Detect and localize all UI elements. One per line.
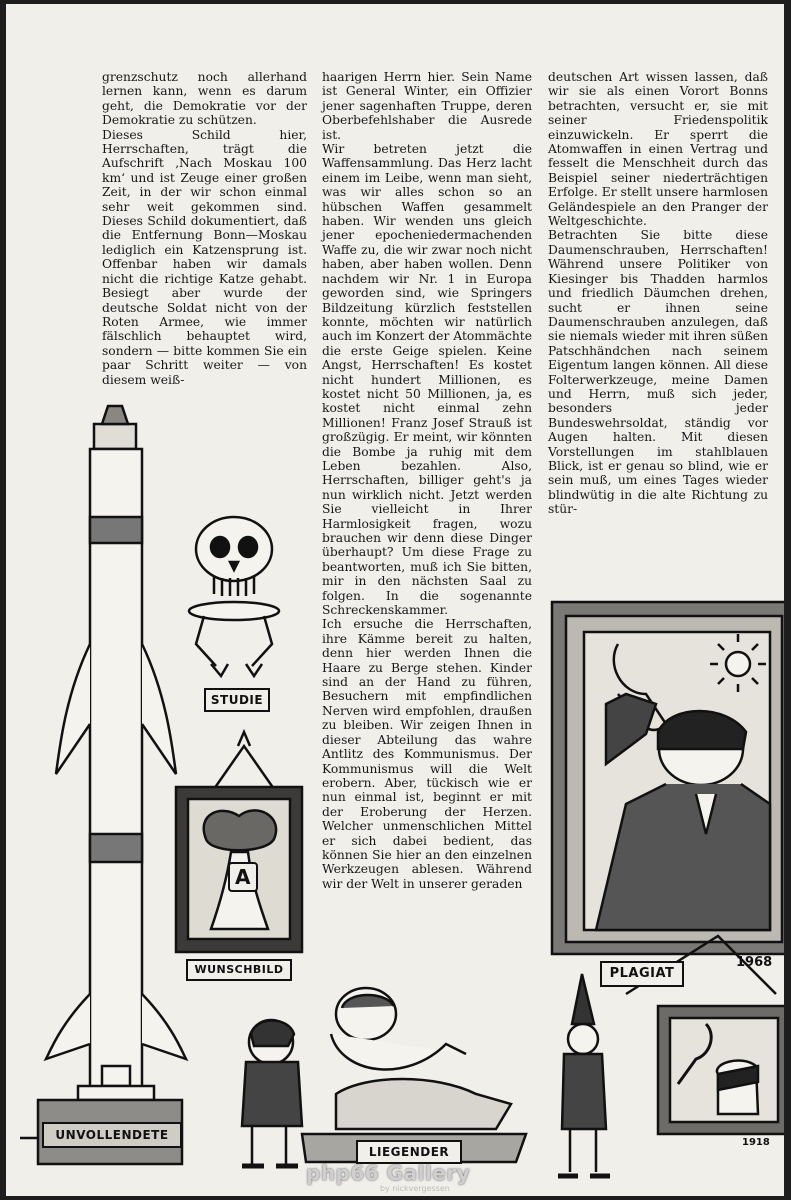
label-plagiat: PLAGIAT: [600, 961, 684, 987]
watermark-main: php66 Gallery: [306, 1161, 471, 1185]
rocket-drawing: [46, 406, 186, 1100]
skull-drawing: [189, 517, 279, 676]
wunschbild-frame: [176, 732, 302, 952]
reclining-figure: [302, 988, 526, 1162]
col2-paragraph-2: Wir betreten jetzt die Waffensammlung. Das Herz lacht einem im Leibe, wenn man sieht, was wir alles schon so an hübschen Waffen gesammelt haben. Wir wenden uns gleich jener epocheniedermachenden Waffe zu, die wir zwar noch nicht haben, aber haben wollen. Denn nachdem wir Nr. 1 in Europa geworden sind, wie Springers Bildzeitung kürzlich feststellen konnte, möchten wir natürlich auch im Konzert der Atommächte die erste Geige spielen. Keine Angst, Herrschaften! Es kostet nicht hundert Millionen, es kostet nicht 50 Millionen, ja, es kostet nicht einmal zehn Millionen! Franz Josef Strauß ist großzügig. Er meint, wir könnten die Bombe ja ruhig mit dem Leben bezahlen. Also, Herrschaften, billiger geht's ja nun wirklich nicht. Jetzt werden Sie vielleicht in Ihrer Harmlosigkeit fragen, wozu brauchen wir denn diese Dinger überhaupt? Um diese Frage zu beantworten, muß ich Sie bitten, mir in den nächsten Saal zu folgen. In die sogenannte Schreckenskammer.: [322, 142, 532, 618]
article-column-2: [322, 70, 532, 891]
small-frame: [658, 1006, 784, 1134]
watermark-sub: by nickvergessen: [380, 1184, 450, 1193]
article-column-3: [548, 70, 768, 517]
year-1968: 1968: [736, 955, 773, 970]
figure-left: [242, 1020, 302, 1166]
label-liegender: LIEGENDER: [356, 1140, 462, 1164]
label-wunschbild: WUNSCHBILD: [186, 959, 292, 981]
plagiat-frame: [552, 602, 784, 954]
col1-paragraph-1: grenzschutz noch allerhand lernen kann, wenn es darum geht, die Demokratie vor der Demokratie zu schützen.: [102, 70, 307, 128]
label-studie: STUDIE: [204, 688, 270, 712]
col3-paragraph-2: Betrachten Sie bitte diese Daumenschrauben, Herrschaften! Während unsere Politiker von Kiesinger bis Thadden harmlos und friedlich Däumchen drehen, sucht er ihnen seine Daumenschrauben anzulegen, daß sie niemals wieder mit ihren süßen Patschhändchen nach seinem Eigentum langen können. All diese Folterwerkzeuge, meine Damen und Herrn, muß sich jeder, besonders jeder Bundeswehrsoldat, ständig vor Augen halten. Mit diesen Vorstellungen im stahlblauen Blick, ist er genau so blind, wie er sein muß, um eines Tages wieder blindwütig in die alte Richtung zu stür-: [548, 228, 768, 517]
bomb-letter: A: [228, 862, 258, 892]
magazine-page: [6, 4, 784, 1196]
col1-paragraph-2: Dieses Schild hier, Herrschaften, trägt die Aufschrift ‚Nach Moskau 100 km‘ und ist Zeuge einer großen Zeit, in der wir schon einmal sehr weit gekommen sind. Dieses Schild dokumentiert, daß die Entfernung Bonn—Moskau lediglich ein Katzensprung ist. Offenbar haben wir damals nicht die richtige Katze gehabt. Besiegt aber wurde der deutsche Soldat nicht von der Roten Armee, wie immer fälschlich behauptet wird, sondern — bitte kommen Sie ein paar Schritt weiter — von diesem weiß-: [102, 127, 307, 387]
col2-paragraph-1: haarigen Herrn hier. Sein Name ist General Winter, ein Offizier jener sagenhaften Truppe, deren Oberbefehlshaber die Ausrede ist.: [322, 70, 532, 142]
label-unvollendete: UNVOLLENDETE: [42, 1122, 182, 1148]
article-column-1: [102, 70, 307, 387]
figure-right: [558, 974, 610, 1176]
year-1918: 1918: [742, 1137, 770, 1148]
col2-paragraph-3: Ich ersuche die Herrschaften, ihre Kämme bereit zu halten, denn hier werden Ihnen die Haare zu Berge stehen. Kinder sind an der Hand zu führen, Besuchern mit empfindlichen Nerven wird empfohlen, draußen zu bleiben. Wir zeigen Ihnen in dieser Abteilung das wahre Antlitz des Kommunismus. Der Kommunismus will die Welt erobern. Aber, tückisch wie er nun einmal ist, beginnt er mit der Eroberung der Herzen. Welcher unmenschlichen Mittel er sich dabei bedient, das können Sie hier an den einzelnen Werkzeugen ablesen. Während wir der Welt in unserer geraden: [322, 617, 532, 891]
col3-paragraph-1: deutschen Art wissen lassen, daß wir sie als einen Vorort Bonns betrachten, versucht er, sie mit seiner Friedenspolitik einzuwickeln. Er sperrt die Atomwaffen in einen Vertrag und fesselt die Menschheit durch das Beispiel seiner niederträchtigen Erfolge. Er stellt unsere harmlosen Geländespiele an den Pranger der Weltgeschichte.: [548, 70, 768, 229]
